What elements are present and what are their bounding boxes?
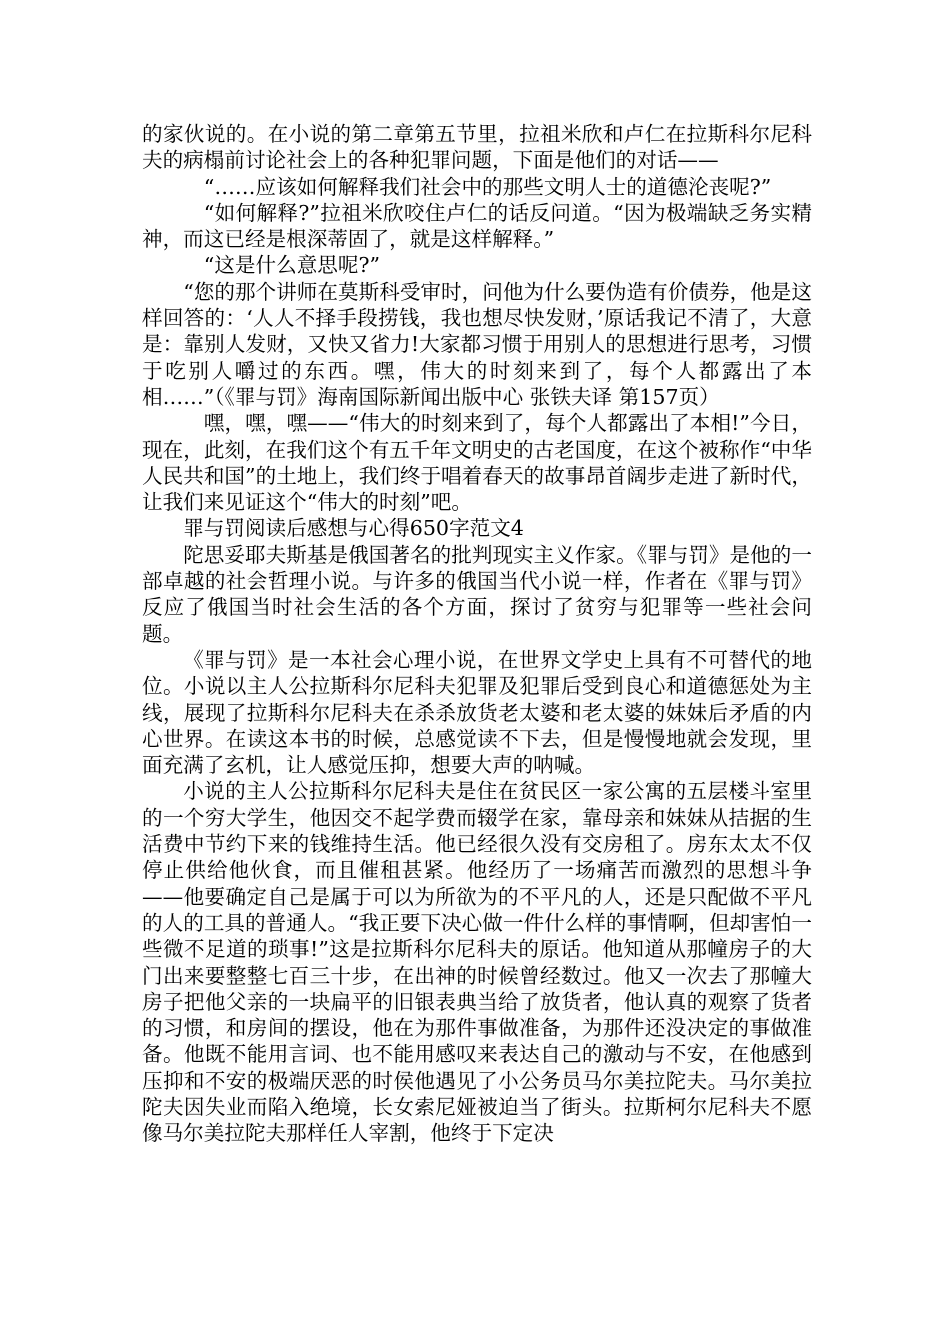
paragraph-quote-question: “……应该如何解释我们社会中的那些文明人士的道德沦丧呢?” (203, 174, 772, 199)
paragraph-novel-intro: 《罪与罚》是一本社会心理小说，在世界文学史上具有不可替代的地位。小说以主人公拉斯科尔尼科夫犯罪及犯罪后受到良心和道德惩处为主线，展现了拉斯科尔尼科夫在杀杀放货老太婆和老太婆的妹妹后矛盾的内心世界。在读这本书的时候，总感觉读不下去，但是慢慢地就会发现，里面充满了玄机，让人感觉压抑，想要大声的呐喊。 (142, 647, 812, 778)
paragraph-great-moment: 嘿，嘿，嘿——“伟大的时刻来到了，每个人都露出了本相!”今日，现在，此刻，在我们这个有五千年文明史的古老国度，在这个被称作“中华人民共和国”的土地上，我们终于唱着春天的故事昂首阔步走进了新时代，让我们来见证这个“伟大的时刻”吧。 (142, 411, 812, 515)
paragraph-protagonist: 小说的主人公拉斯科尔尼科夫是住在贫民区一家公寓的五层楼斗室里的一个穷大学生，他因交不起学费而辍学在家，靠母亲和妹妹从拮据的生活费中节约下来的钱维持生活。他已经很久没有交房租了。房东太太不仅停止供给他伙食，而且催租甚紧。他经历了一场痛苦而激烈的思想斗争——他要确定自己是属于可以为所欲为的不平凡的人，还是只配做不平凡的人的工具的普通人。“我正要下决心做一件什么样的事情啊，但却害怕一些微不足道的琐事!”这是拉斯科尔尼科夫的原话。他知道从那幢房子的大门出来要整整七百三十步，在出神的时候曾经数过。他又一次去了那幢大房子把他父亲的一块扁平的旧银表典当给了放货者，他认真的观察了货者的习惯，和房间的摆设，他在为那件事做准备，为那件还没决定的事做准备。他既不能用言词、也不能用感叹来表达自己的激动与不安，在他感到压抑和不安的极端厌恶的时侯他遇见了小公务员马尔美拉陀夫。马尔美拉陀夫因失业而陷入绝境，长女索尼娅被迫当了街头。拉斯柯尔尼科夫不愿像马尔美拉陀夫那样任人宰割，他终于下定决 (142, 779, 812, 1146)
paragraph-quote-answer: “如何解释?”拉祖米欣咬住卢仁的话反问道。“因为极端缺乏务实精神，而这已经是根深蒂固了，就是这样解释。” (142, 200, 812, 252)
paragraph-intro: 的家伙说的。在小说的第二章第五节里，拉祖米欣和卢仁在拉斯科尔尼科夫的病榻前讨论社会上的各种犯罪问题，下面是他们的对话—— (142, 122, 812, 173)
paragraph-quote-lecturer: “您的那个讲师在莫斯科受审时，问他为什么要伪造有价债券，他是这样回答的：‘人人不择手段捞钱，我也想尽快发财，’原话我记不清了，大意是：靠别人发财，又快又省力!大家都习惯于用别人的思想进行思考，习惯于吃别人嚼过的东西。嘿，伟大的时刻来到了，每个人都露出了本相……”（《罪与罚》海南国际新闻出版中心 张铁夫译 第157页） (142, 279, 812, 409)
section-heading: 罪与罚阅读后感想与心得650字范文4 (183, 516, 524, 541)
document-page (142, 121, 812, 1147)
paragraph-author-intro: 陀思妥耶夫斯基是俄国著名的批判现实主义作家。《罪与罚》是他的一部卓越的社会哲理小说。与许多的俄国当代小说一样，作者在《罪与罚》反应了俄国当时社会生活的各个方面，探讨了贫穷与犯罪等一些社会问题。 (142, 542, 812, 646)
paragraph-quote-meaning: “这是什么意思呢?” (203, 253, 381, 278)
